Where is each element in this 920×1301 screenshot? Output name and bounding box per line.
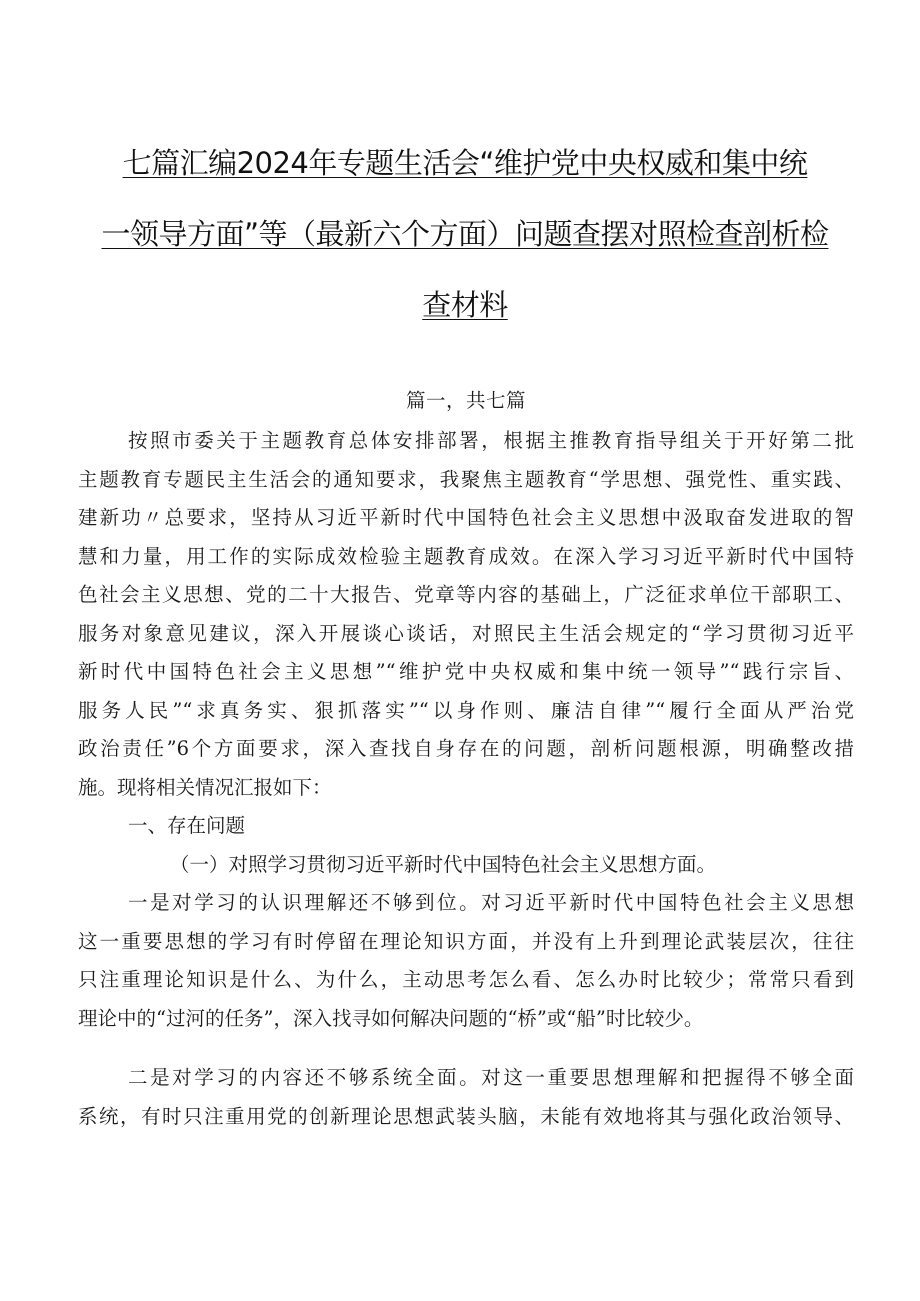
subsection-heading: （一）对照学习贯彻习近平新时代中国特色社会主义思想方面。: [170, 852, 717, 876]
paragraph-line: 慧和力量，用工作的实际成效检验主题教育成效。在深入学习习近平新时代中国特: [78, 544, 854, 568]
paragraph-line: 这一重要思想的学习有时停留在理论知识方面，并没有上升到理论武装层次，往往: [78, 929, 854, 953]
title-line-1: 七篇汇编2024年专题生活会“维护党中央权威和集中统: [122, 146, 808, 180]
paragraph-line: 色社会主义思想、党的二十大报告、党章等内容的基础上，广泛征求单位干部职工、: [78, 583, 854, 606]
paragraph-line: 只注重理论知识是什么、为什么，主动思考怎么看、怎么办时比较少；常常只看到: [78, 968, 854, 991]
point-one-paragraph: [78, 884, 854, 1038]
section-heading-block: [78, 807, 854, 884]
document-title: [70, 128, 860, 341]
title-line-2: 一领导方面”等（最新六个方面）问题查摆对照检查剖析检: [101, 217, 829, 251]
section-heading: 一、存在问题: [128, 814, 246, 837]
chapter-subtitle: 篇一，共七篇: [405, 389, 526, 412]
paragraph-line: 建新功〃总要求，坚持从习近平新时代中国特色社会主义思想中汲取奋发进取的智: [78, 506, 854, 529]
paragraph-line: 政治责任”6个方面要求，深入查找自身存在的问题，剖析问题根源，明确整改措: [78, 737, 854, 760]
paragraph-line: 新时代中国特色社会主义思想”“维护党中央权威和集中统一领导”“践行宗旨、: [78, 660, 854, 683]
paragraph-line: 服务人民”“求真务实、狠抓落实”“以身作则、廉洁自律”“履行全面从严治党: [78, 698, 854, 722]
paragraph-line: 系统，有时只注重用党的创新理论思想武装头脑，未能有效地将其与强化政治领导、: [78, 1104, 854, 1128]
paragraph-line: 一是对学习的认识理解还不够到位。对习近平新时代中国特色社会主义思想: [128, 891, 854, 914]
paragraph-line: 按照市委关于主题教育总体安排部署，根据主推教育指导组关于开好第二批: [128, 429, 854, 452]
document-body: [78, 380, 854, 1136]
paragraph-line: 主题教育专题民主生活会的通知要求，我聚焦主题教育“学思想、强党性、重实践、: [78, 467, 854, 491]
point-two-paragraph: [78, 1059, 854, 1136]
title-line-3: 查材料: [422, 288, 508, 322]
paragraph-line: 施。现将相关情况汇报如下：: [78, 775, 332, 799]
intro-paragraph: [78, 422, 854, 807]
paragraph-line: 二是对学习的内容还不够系统全面。对这一重要思想理解和把握得不够全面: [128, 1066, 854, 1089]
paragraph-line: 服务对象意见建议，深入开展谈心谈话，对照民主生活会规定的“学习贯彻习近平: [78, 621, 854, 645]
paragraph-line: 理论中的“过河的任务”，深入找寻如何解决问题的“桥”或“船”时比较少。: [78, 1006, 704, 1030]
paragraph-gap: [78, 1038, 854, 1059]
